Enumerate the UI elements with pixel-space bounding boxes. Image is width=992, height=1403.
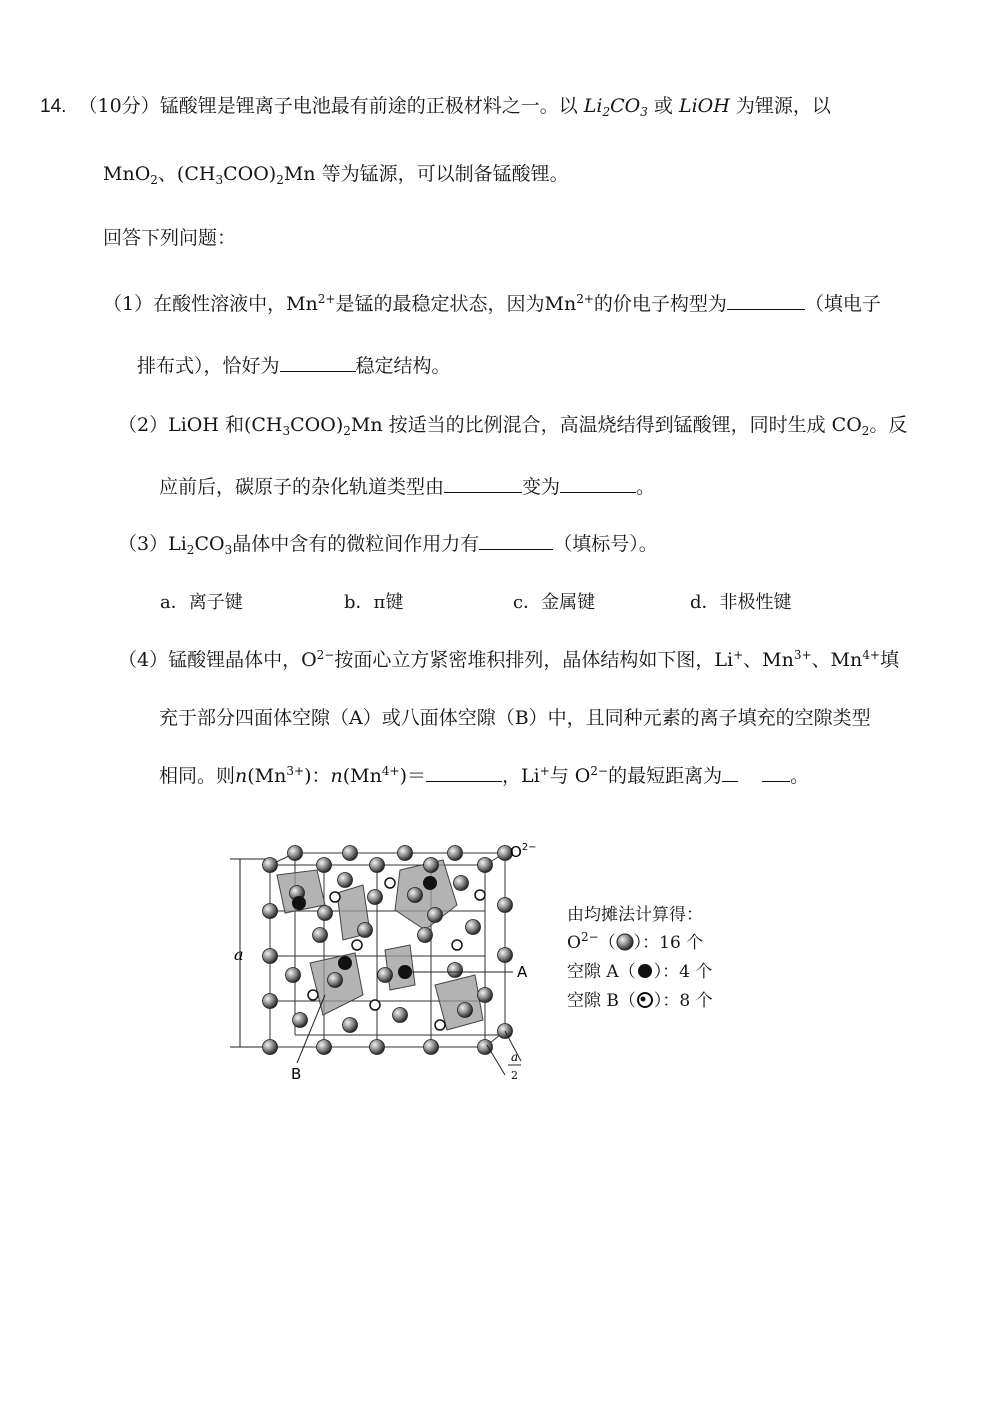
tetrahedral-void-A <box>292 896 306 910</box>
option-c[interactable]: c．金属键 <box>513 592 596 613</box>
o2-ion-sphere <box>343 1018 358 1033</box>
part2-line-1 <box>118 413 907 437</box>
legend-row-a <box>567 957 712 982</box>
formula-sub: 2 <box>276 173 284 187</box>
part1-text: （填电子 <box>804 293 881 315</box>
formula-sub: 2 <box>150 173 158 187</box>
legend-text: ）：16 个 <box>633 933 704 953</box>
answer-blank-7a[interactable] <box>722 763 738 782</box>
formula-text: Mn <box>283 163 316 185</box>
question-score: （10分） <box>78 95 160 117</box>
part1-text: 稳定结构。 <box>355 355 451 377</box>
o2-ion-sphere <box>358 923 373 938</box>
part1-text: 是锰的最稳定状态，因为Mn <box>335 293 577 315</box>
o2-ion-sphere <box>478 988 493 1003</box>
formula-sub: 3 <box>282 424 291 438</box>
o2-ion-sphere <box>263 949 278 964</box>
part3-label: （3） <box>118 533 169 555</box>
label-A: A <box>517 963 528 981</box>
part4-line-2: 充于部分四面体空隙（A）或八面体空隙（B）中，且同种元素的离子填充的空隙类型 <box>159 707 871 729</box>
option-d[interactable]: d．非极性键 <box>690 592 792 613</box>
legend-text: ）：8 个 <box>653 991 713 1011</box>
tetrahedral-void-A <box>423 876 437 890</box>
part3-text: （填标号）。 <box>553 533 658 555</box>
half-denominator: 2 <box>511 1069 518 1082</box>
formula-text: 、(CH <box>157 163 216 185</box>
superscript: 2− <box>316 648 335 662</box>
part4-text: 、Mn <box>743 649 794 671</box>
option-b[interactable]: b．π键 <box>344 592 404 613</box>
o2-ion-sphere <box>313 928 328 943</box>
formula-lioh: LiOH <box>678 95 730 117</box>
superscript: + <box>539 764 550 778</box>
octahedral-void-B <box>370 1000 380 1010</box>
octahedral-void-B <box>330 892 340 902</box>
o2-ion-sphere <box>263 1040 278 1055</box>
question-line-1 <box>40 94 831 119</box>
part4-text: 的最短距离为 <box>608 765 723 787</box>
part4-text: 按面心立方紧密堆积排列，晶体结构如下图，Li <box>334 649 734 671</box>
formula-mno2: MnO <box>103 163 151 185</box>
o2-ion-sphere <box>370 858 385 873</box>
formula-text: COO) <box>223 163 277 185</box>
part2-line-2 <box>159 474 655 499</box>
answer-blank-3[interactable] <box>444 474 522 493</box>
formula-sub: 2 <box>186 543 195 557</box>
ring-dot-icon <box>636 991 654 1009</box>
formula-li2co3: Li <box>583 95 603 117</box>
answer-blank-2[interactable] <box>280 353 356 372</box>
question-intro-3: 等为锰源，可以制备锰酸锂。 <box>321 163 569 185</box>
formula-sub: 3 <box>224 543 233 557</box>
superscript: 2− <box>590 764 609 778</box>
answer-blank-1[interactable] <box>727 291 805 310</box>
o2-ion-sphere <box>454 876 469 891</box>
part2-text: COO) <box>290 414 344 436</box>
half-pointer-1 <box>487 1045 505 1075</box>
superscript: 2+ <box>576 292 594 306</box>
answer-blank-5[interactable] <box>479 531 553 550</box>
part4-text: )： <box>304 765 331 787</box>
o2-ion-sphere <box>370 1040 385 1055</box>
o2-ion-sphere <box>286 968 301 983</box>
part1-line-2 <box>137 353 451 378</box>
part3-text: Li <box>168 533 187 555</box>
o2-ion-sphere <box>317 1040 332 1055</box>
part2-text: 。 <box>636 476 656 498</box>
octahedral-void-B <box>308 990 318 1000</box>
legend-text: 空隙 A（ <box>567 962 636 982</box>
crystal-svg <box>225 835 555 1085</box>
part4-text: 与 O <box>549 765 591 787</box>
o2-ion-sphere <box>478 858 493 873</box>
formula-li2co3-b: CO <box>610 95 641 117</box>
o2-ion-sphere <box>368 890 383 905</box>
o2-ion-sphere <box>393 1008 408 1023</box>
legend-row-o <box>567 928 703 953</box>
part4-text: 、Mn <box>811 649 863 671</box>
part1-text: 排布式），恰好为 <box>137 355 280 377</box>
o2-ion-sphere <box>293 1013 308 1028</box>
o2-ion-sphere <box>408 888 423 903</box>
o2-ion-sphere <box>458 1003 473 1018</box>
part2-text: 变为 <box>522 476 561 498</box>
part4-text: 相同。则 <box>159 765 236 787</box>
answer-blank-6[interactable] <box>426 763 502 782</box>
octahedral-void-B <box>352 940 362 950</box>
o2-ion-sphere <box>288 846 303 861</box>
superscript: 2− <box>580 930 599 944</box>
part4-text: )＝ <box>399 765 426 787</box>
superscript: 3+ <box>286 764 305 778</box>
part3-line-1 <box>118 531 658 556</box>
o2-ion-sphere <box>338 873 353 888</box>
o2-ion-sphere <box>317 858 332 873</box>
formula-sub: 2 <box>343 424 351 438</box>
o2-ion-sphere <box>428 908 443 923</box>
formula-sub: 3 <box>215 173 224 187</box>
dimension-label-a: a <box>234 945 244 964</box>
part1-label: （1） <box>103 293 154 315</box>
answer-prompt: 回答下列问题： <box>103 227 237 249</box>
superscript: 2+ <box>317 292 336 306</box>
o2-ion-sphere <box>498 898 513 913</box>
octahedral-void-B <box>435 1020 445 1030</box>
o2-ion-sphere <box>328 973 343 988</box>
formula-sub: 2 <box>602 105 611 119</box>
part4-line-3 <box>159 763 809 788</box>
o2-ion-sphere <box>263 858 278 873</box>
answer-blank-4[interactable] <box>560 474 636 493</box>
question-intro-2: 为锂源，以 <box>735 95 831 117</box>
part4-text: (Mn <box>247 765 287 787</box>
octahedral-void-B <box>385 878 395 888</box>
octahedral-void-B <box>452 940 462 950</box>
o2-ion-sphere <box>448 963 463 978</box>
filled-dot-icon <box>636 962 654 980</box>
label-O2-: $O^{2-}$ <box>510 842 537 861</box>
part3-text: CO <box>194 533 225 555</box>
part2-text: 应前后，碳原子的杂化轨道类型由 <box>159 476 445 498</box>
option-a[interactable]: a．离子键 <box>160 592 243 613</box>
part1-text: 在酸性溶液中，Mn <box>153 293 318 315</box>
superscript: 4+ <box>381 764 400 778</box>
octahedral-void-B <box>475 890 485 900</box>
legend-text: （ <box>598 933 616 953</box>
answer-blank-7b[interactable] <box>762 763 790 782</box>
part4-text: 。 <box>790 765 810 787</box>
legend-text: ）：4 个 <box>653 962 713 982</box>
part2-label: （2） <box>118 414 169 436</box>
o2-ion-sphere <box>424 858 439 873</box>
o2-ion-sphere <box>398 846 413 861</box>
half-numerator: a <box>511 1050 519 1064</box>
crystal-structure-figure <box>225 835 555 1089</box>
part4-text: 锰酸锂晶体中，O <box>168 649 317 671</box>
question-intro-1: 锰酸锂是锂离子电池最有前途的正极材料之一。以 <box>159 95 578 117</box>
o2-ion-sphere <box>466 920 481 935</box>
o2-ion-sphere <box>263 904 278 919</box>
label-B: B <box>291 1065 302 1083</box>
part4-line-1 <box>118 648 899 672</box>
italic-n: n <box>235 765 248 787</box>
legend-text: 空隙 B（ <box>567 991 636 1011</box>
part4-label: （4） <box>118 649 169 671</box>
text-or: 或 <box>653 95 673 117</box>
part4-text: (Mn <box>342 765 382 787</box>
o2-ion-sphere <box>263 994 278 1009</box>
part2-text: LiOH 和(CH <box>168 414 283 436</box>
tetrahedral-void-A <box>338 956 352 970</box>
part1-line-1 <box>103 291 881 316</box>
formula-sub: 2 <box>861 424 870 438</box>
part4-text: ，Li <box>501 765 540 787</box>
o2-ion-sphere <box>498 948 513 963</box>
part1-text: 的价电子构型为 <box>593 293 727 315</box>
o2-ion-sphere <box>378 968 393 983</box>
question-line-2 <box>103 162 569 186</box>
formula-sub: 3 <box>640 105 648 119</box>
part4-text: 填 <box>879 649 899 671</box>
o2-ion-sphere <box>318 906 333 921</box>
o2-ion-sphere <box>478 1040 493 1055</box>
o2-sphere-icon <box>616 933 634 951</box>
legend-row-b <box>567 986 713 1011</box>
superscript: + <box>733 648 744 662</box>
italic-n: n <box>330 765 343 787</box>
part2-text: 。反 <box>869 414 908 436</box>
o2-ion-sphere <box>424 1040 439 1055</box>
o2-ion-sphere <box>448 846 463 861</box>
question-number: 14. <box>40 96 67 117</box>
legend-text: O <box>567 933 581 953</box>
part3-text: 晶体中含有的微粒间作用力有 <box>232 533 480 555</box>
part2-text: Mn 按适当的比例混合，高温烧结得到锰酸锂，同时生成 CO <box>350 414 862 436</box>
legend-title: 由均摊法计算得： <box>567 905 703 925</box>
superscript: 3+ <box>793 648 812 662</box>
superscript: 4+ <box>862 648 880 662</box>
o2-ion-sphere <box>343 846 358 861</box>
o2-ion-sphere <box>418 928 433 943</box>
